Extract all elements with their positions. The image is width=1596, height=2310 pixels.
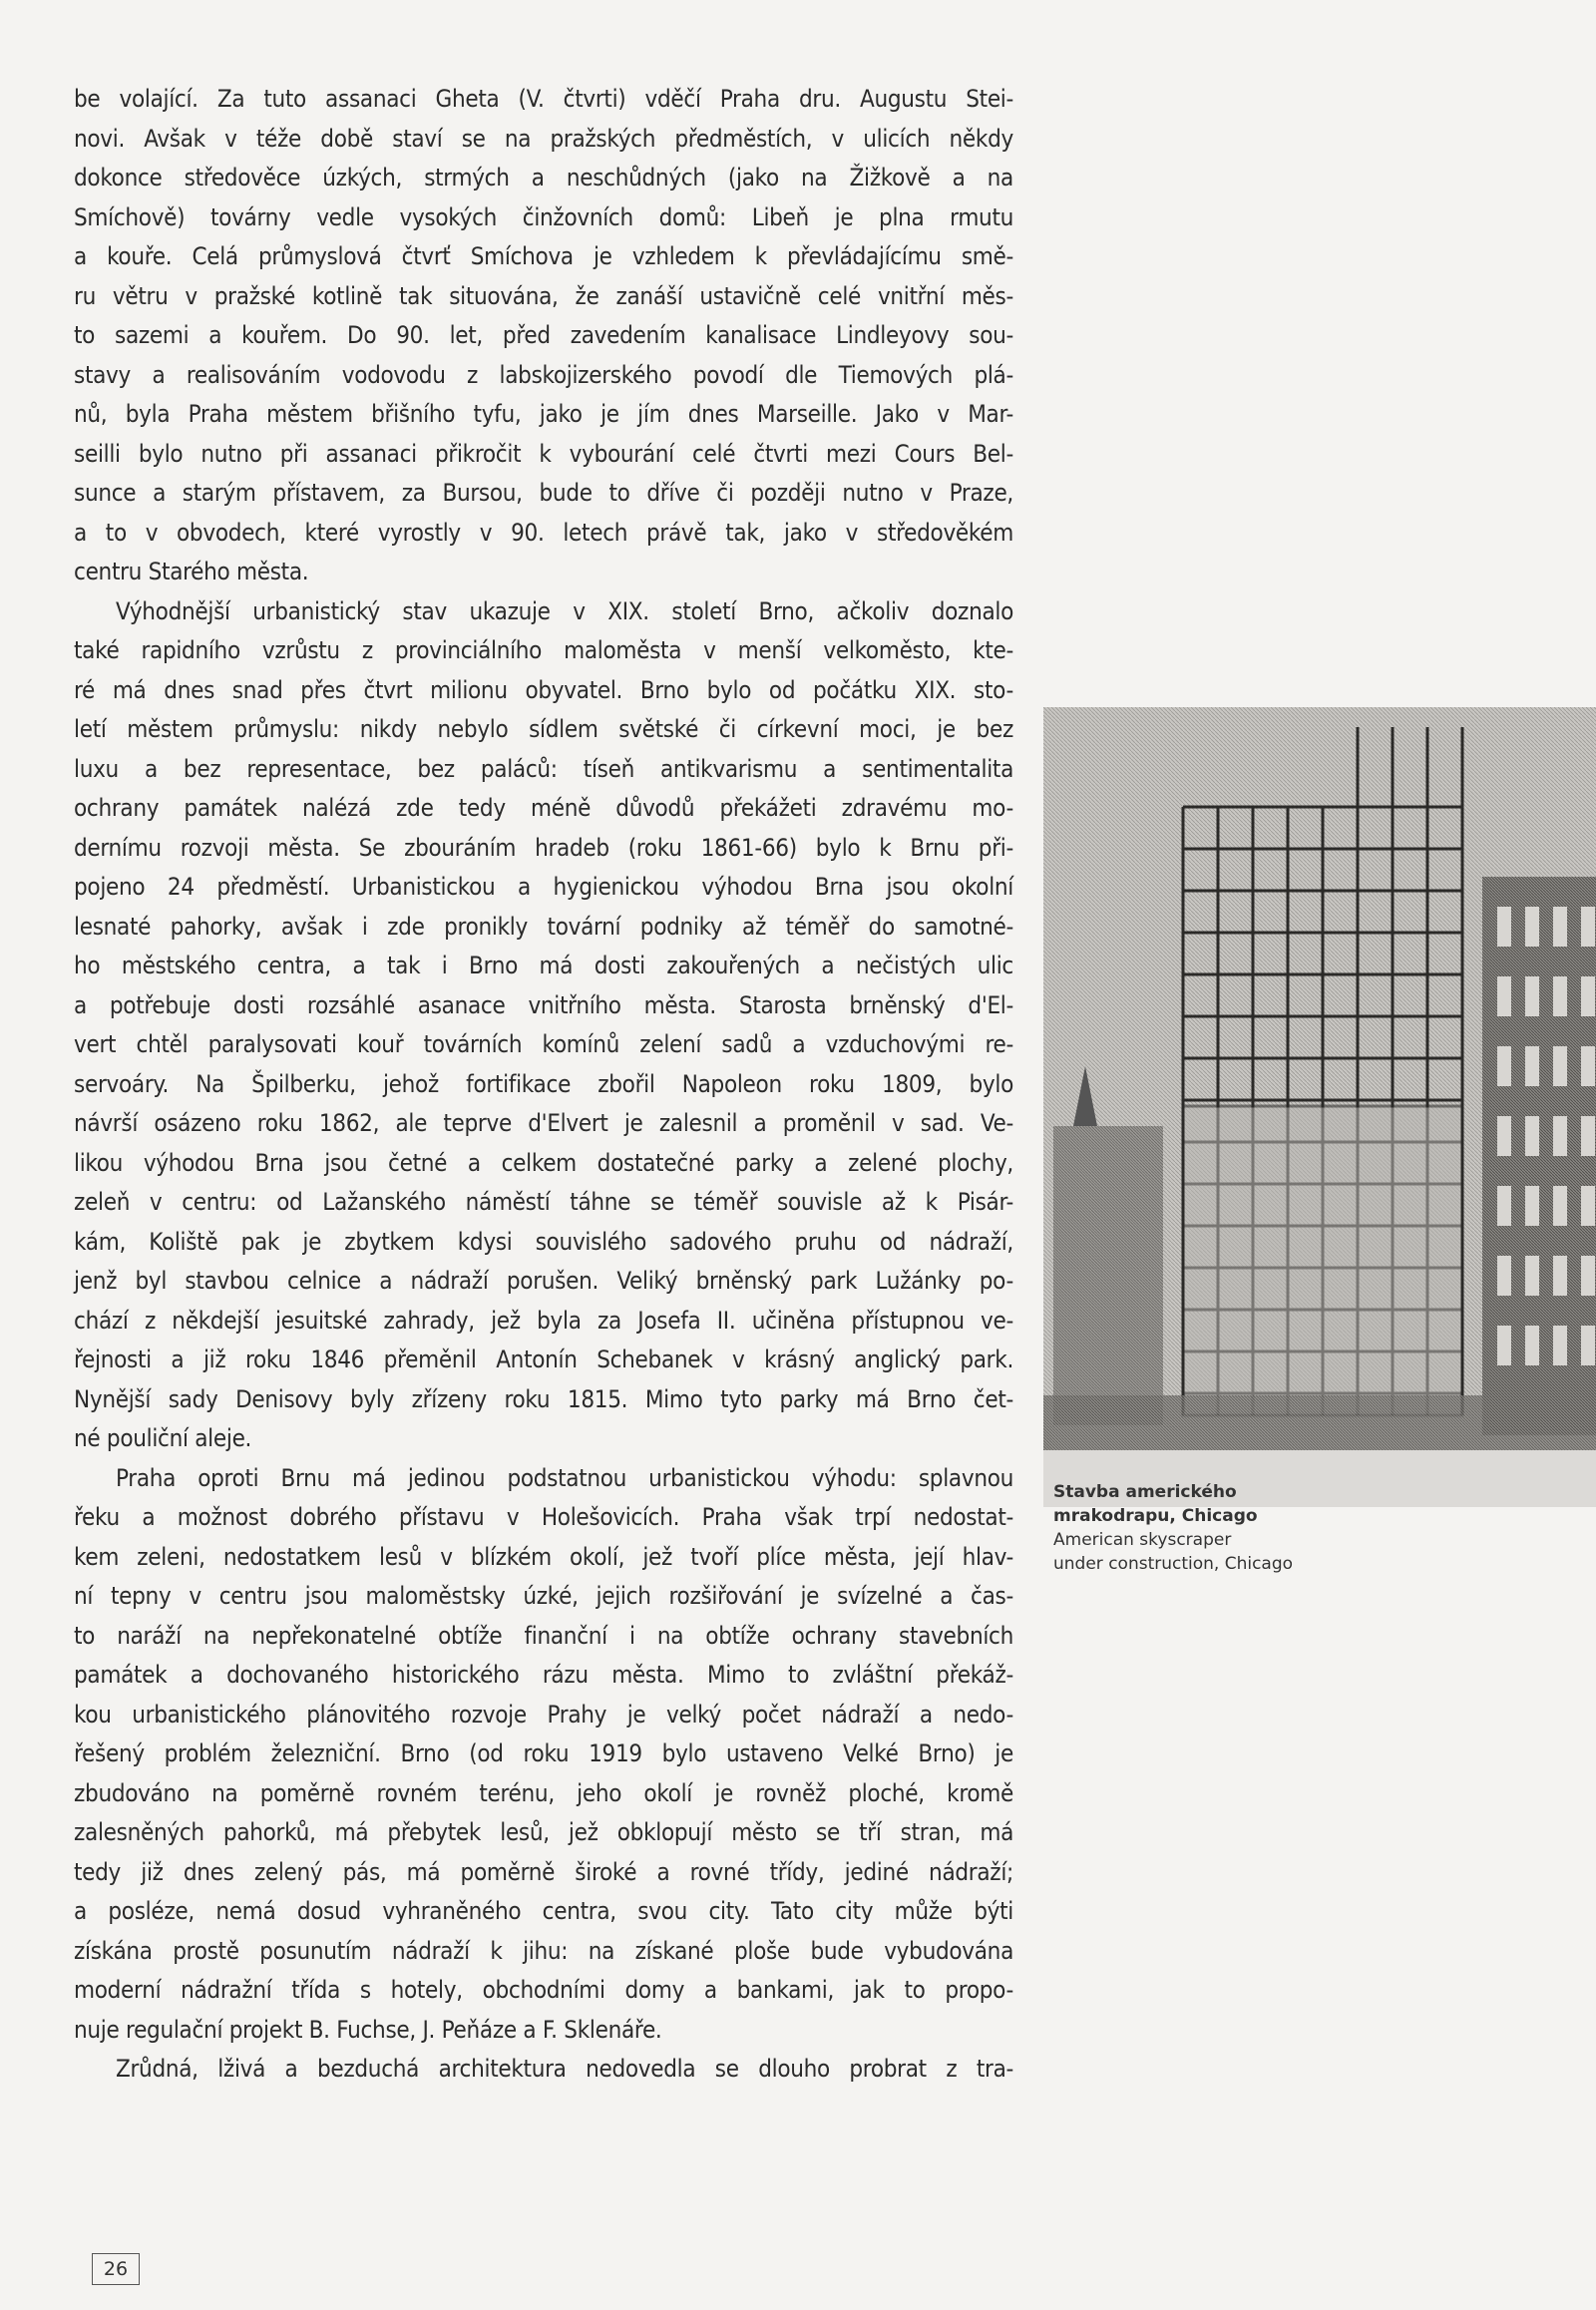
caption-en-line: under construction, Chicago <box>1053 1554 1294 1574</box>
text-line: lesnaté pahorky, avšak i zde pronikly tovární podniky až téměř do samotné- <box>74 912 1013 941</box>
text-line: chází z někdejší jesuitské zahrady, jež byla za Josefa II. učiněna přístupnou ve- <box>74 1306 1013 1335</box>
text-line: také rapidního vzrůstu z provinciálního maloměsta v menší velkoměsto, kte- <box>74 636 1013 664</box>
text-line: stavy a realisováním vodovodu z labskojizerského povodí dle Tiemových plá- <box>74 360 1013 389</box>
text-line: kám, Koliště pak je zbytkem kdysi souvislého sadového pruhu od nádraží, <box>74 1227 1013 1256</box>
text-line: řešený problém železniční. Brno (od roku 1919 bylo ustaveno Velké Brno) je <box>74 1739 1013 1767</box>
text-line: ré má dnes snad přes čtvrt milionu obyvatel. Brno bylo od počátku XIX. sto- <box>74 675 1013 704</box>
text-line: zbudováno na poměrně rovném terénu, jeho okolí je rovněž ploché, kromě <box>74 1778 1013 1807</box>
paragraph <box>74 80 1013 592</box>
text-line: kou urbanistického plánovitého rozvoje Prahy je velký počet nádraží a nedo- <box>74 1700 1013 1729</box>
text-line: letí městem průmyslu: nikdy nebylo sídlem světské či církevní moci, je bez <box>74 715 1013 743</box>
text-line: získána prostě posunutím nádraží k jihu: na získané ploše bude vybudována <box>74 1936 1013 1965</box>
text-line: novi. Avšak v téže době staví se na pražských předměstích, v ulicích někdy <box>74 124 1013 153</box>
text-line: Zrůdná, lživá a bezduchá architektura nedovedla se dlouho probrat z tra- <box>116 2055 1013 2083</box>
text-line: moderní nádražní třída s hotely, obchodními domy a bankami, jak to propo- <box>74 1976 1013 2004</box>
text-line: to sazemi a kouřem. Do 90. let, před zavedením kanalisace Lindleyovy sou- <box>74 321 1013 349</box>
caption-cs-line: mrakodrapu, Chicago <box>1053 1506 1258 1526</box>
text-line: tedy již dnes zelený pás, má poměrně široké a rovné třídy, jediné nádraží; <box>74 1857 1013 1886</box>
skyscraper-engraving <box>1043 707 1596 1507</box>
text-line: né pouliční aleje. <box>74 1424 252 1452</box>
text-line: jenž byl stavbou celnice a nádraží porušen. Veliký brněnský park Lužánky po- <box>74 1267 1013 1295</box>
text-line: likou výhodou Brna jsou četné a celkem dostatečné parky a zelené plochy, <box>74 1148 1013 1177</box>
text-line: ru větru v pražské kotlině tak situována, že zanáší ustavičně celé vnitřní měs- <box>74 281 1013 310</box>
paragraph <box>74 2050 1013 2090</box>
text-line: to naráží na nepřekonatelné obtíže finanční i na obtíže ochrany stavebních <box>74 1621 1013 1650</box>
text-line: pojeno 24 předměstí. Urbanistickou a hygienickou výhodou Brna jsou okolní <box>74 873 1013 901</box>
body-text <box>74 80 1013 2090</box>
text-line: návrší osázeno roku 1862, ale teprve d'Elvert je zalesnil a proměnil v sad. Ve- <box>74 1109 1013 1137</box>
paragraph <box>74 1459 1013 2051</box>
text-line: servoáry. Na Špilberku, jehož fortifikace zbořil Napoleon roku 1809, bylo <box>74 1069 1013 1098</box>
text-line: a potřebuje dosti rozsáhlé asanace vnitřního města. Starosta brněnský d'El- <box>74 990 1013 1019</box>
caption-cs-line: Stavba amerického <box>1053 1482 1237 1502</box>
paragraph <box>74 592 1013 1459</box>
text-line: Praha oproti Brnu má jedinou podstatnou urbanistickou výhodu: splavnou <box>116 1463 1013 1492</box>
text-line: vert chtěl paralysovati kouř továrních komínů zelení sadů a vzduchovými re- <box>74 1030 1013 1058</box>
text-line: ochrany památek nalézá zde tedy méně důvodů překážeti zdravému mo- <box>74 794 1013 822</box>
text-line: dernímu rozvoji města. Se zbouráním hradeb (roku 1861-66) bylo k Brnu při- <box>74 833 1013 862</box>
text-line: sunce a starým přístavem, za Bursou, bude to dříve či později nutno v Praze, <box>74 479 1013 507</box>
text-line: luxu a bez representace, bez paláců: tíseň antikvarismu a sentimentalita <box>74 754 1013 783</box>
text-line: seilli bylo nutno při assanaci přikročit k vybourání celé čtvrti mezi Cours Bel- <box>74 439 1013 468</box>
text-line: a kouře. Celá průmyslová čtvrť Smíchova je vzhledem k převládajícímu smě- <box>74 242 1013 270</box>
text-line: řejnosti a již roku 1846 přeměnil Antonín Schebanek v krásný anglický park. <box>74 1346 1013 1373</box>
text-line: be volající. Za tuto assanaci Gheta (V. čtvrti) vděčí Praha dru. Augustu Stei- <box>74 85 1013 113</box>
text-line: dokonce středověce úzkých, strmých a neschůdných (jako na Žižkově a na <box>74 164 1013 192</box>
page-number: 26 <box>92 2253 140 2285</box>
text-line: a to v obvodech, které vyrostly v 90. letech právě tak, jako v středověkém <box>74 518 1013 547</box>
text-line: Nynější sady Denisovy byly zřízeny roku 1815. Mimo tyto parky má Brno čet- <box>74 1384 1013 1413</box>
text-line: nů, byla Praha městem břišního tyfu, jako je jím dnes Marseille. Jako v Mar- <box>74 400 1013 428</box>
text-line: Výhodnější urbanistický stav ukazuje v XIX. století Brno, ačkoliv doznalo <box>116 596 1013 625</box>
text-line: zalesněných pahorků, má přebytek lesů, jež obklopují město se tří stran, má <box>74 1818 1013 1846</box>
text-line: památek a dochovaného historického rázu města. Mimo to zvláštní překáž- <box>74 1661 1013 1689</box>
caption-en-line: American skyscraper <box>1053 1530 1232 1550</box>
text-line: ho městského centra, a tak i Brno má dosti zakouřených a nečistých ulic <box>74 952 1013 979</box>
text-line: nuje regulační projekt B. Fuchse, J. Peňáze a F. Sklenáře. <box>74 2015 662 2044</box>
text-line: Smíchově) továrny vedle vysokých činžovních domů: Libeň je plna rmutu <box>74 202 1013 231</box>
figure-caption <box>1053 1480 1353 1576</box>
text-line: kem zeleni, nedostatkem lesů v blízkém okolí, jež tvoří plíce města, její hlav- <box>74 1542 1013 1571</box>
text-line: ní tepny v centru jsou maloměstsky úzké, jejich rozšiřování je svízelné a čas- <box>74 1582 1013 1610</box>
engraving-image <box>1043 707 1596 1507</box>
text-line: řeku a možnost dobrého přístavu v Holešovicích. Praha však trpí nedostat- <box>74 1503 1013 1531</box>
text-line: zeleň v centru: od Lažanského náměstí táhne se téměř souvisle až k Pisár- <box>74 1188 1013 1216</box>
text-line: centru Starého města. <box>74 558 309 585</box>
text-line: a posléze, nemá dosud vyhraněného centra, svou city. Tato city může býti <box>74 1897 1013 1925</box>
